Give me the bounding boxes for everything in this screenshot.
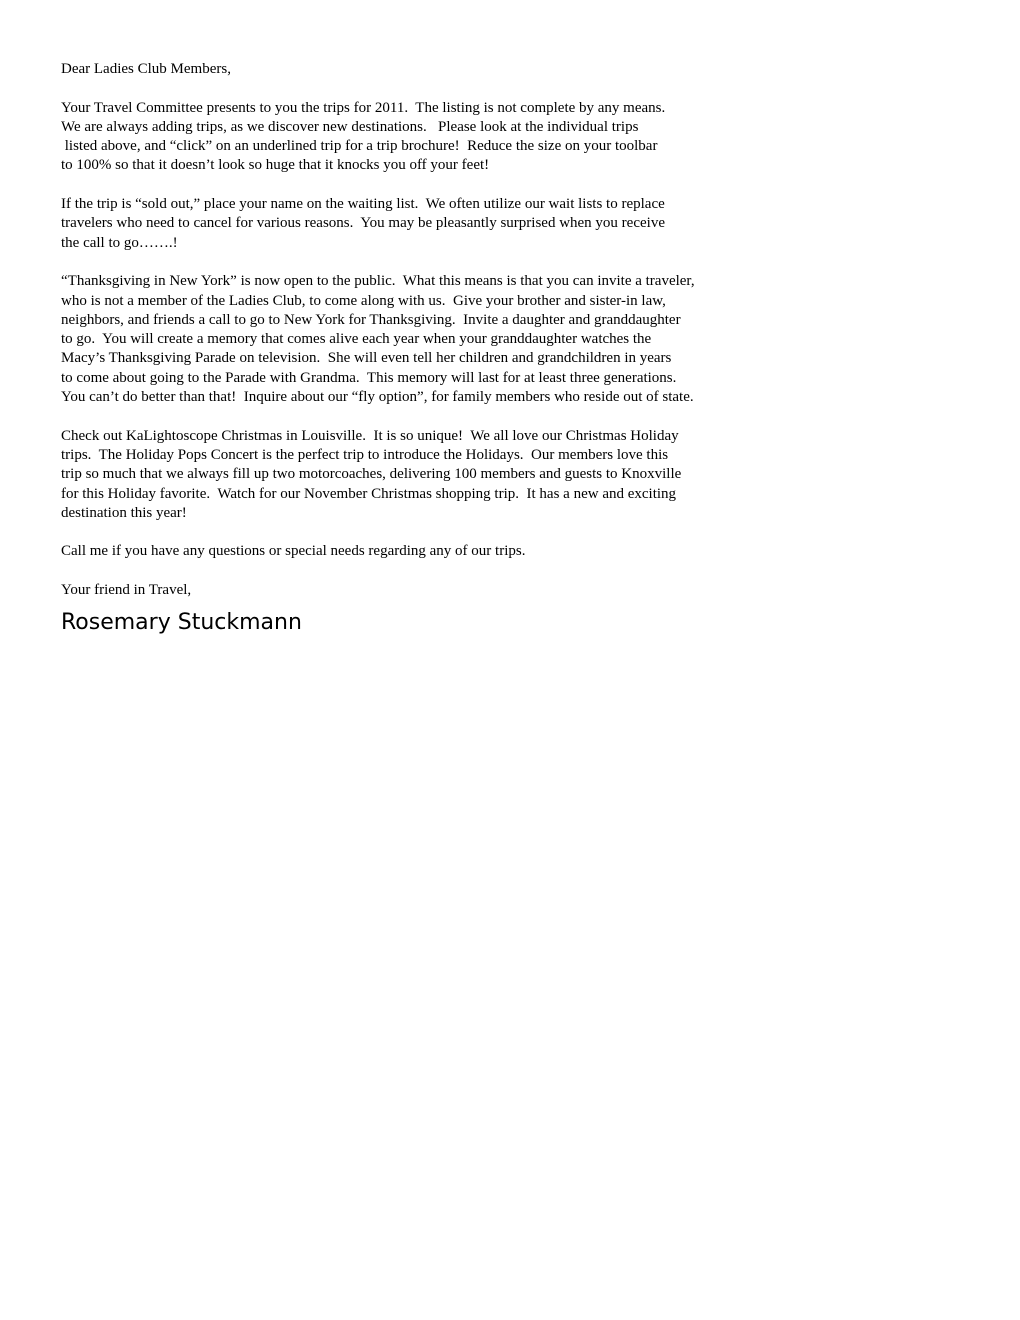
paragraph-christmas <box>61 427 961 523</box>
text-line: to 100% so that it doesn’t look so huge that it knocks you off your feet! <box>61 157 490 174</box>
text-line: travelers who need to cancel for various reasons. You may be pleasantly surprised when you receive <box>61 215 665 232</box>
letter <box>61 60 961 638</box>
paragraph-gap <box>61 176 961 195</box>
paragraph-trips-2011 <box>61 99 961 176</box>
text-line: to come about going to the Parade with Grandma. This memory will last for at least three generations. <box>61 369 677 386</box>
paragraph-call-me <box>61 542 961 561</box>
text-line: “Thanksgiving in New York” is now open to the public. What this means is that you can invite a traveler, <box>61 273 695 290</box>
text-line: Call me if you have any questions or special needs regarding any of our trips. <box>61 543 526 560</box>
text-line: We are always adding trips, as we discover new destinations. Please look at the individual trips <box>61 118 639 135</box>
paragraph-gap <box>61 253 961 272</box>
signature: Rosemary Stuckmann <box>61 610 302 636</box>
text-line: destination this year! <box>61 504 187 521</box>
text-line: Macy’s Thanksgiving Parade on television. She will even tell her children and grandchildren in years <box>61 350 672 367</box>
text-line: Your Travel Committee presents to you the trips for 2011. The listing is not complete by any means. <box>61 99 666 116</box>
text-line: to go. You will create a memory that comes alive each year when your granddaughter watches the <box>61 331 652 348</box>
paragraph-gap <box>61 79 961 98</box>
text-line: trip so much that we always fill up two motorcoaches, delivering 100 members and guests to Knoxville <box>61 466 682 483</box>
text-line: Check out KaLightoscope Christmas in Louisville. It is so unique! We all love our Christmas Holiday <box>61 427 679 444</box>
text-line: trips. The Holiday Pops Concert is the perfect trip to introduce the Holidays. Our members love this <box>61 446 669 463</box>
paragraph-gap <box>61 407 961 426</box>
text-line: for this Holiday favorite. Watch for our November Christmas shopping trip. It has a new and exciting <box>61 485 677 502</box>
text-line: listed above, and “click” on an underlined trip for a trip brochure! Reduce the size on your toolbar <box>61 138 658 155</box>
text-line: You can’t do better than that! Inquire about our “fly option”, for family members who reside out of state. <box>61 389 694 406</box>
salutation: Dear Ladies Club Members, <box>61 61 231 77</box>
paragraph-gap <box>61 523 961 542</box>
text-line: neighbors, and friends a call to go to New York for Thanksgiving. Invite a daughter and granddaughter <box>61 311 681 328</box>
text-line: the call to go…….! <box>61 234 178 251</box>
paragraph-sold-out <box>61 195 961 253</box>
paragraph-gap <box>61 562 961 581</box>
closing: Your friend in Travel, <box>61 582 192 599</box>
paragraph-thanksgiving <box>61 272 961 407</box>
text-line: If the trip is “sold out,” place your name on the waiting list. We often utilize our wait lists to replace <box>61 196 665 213</box>
text-line: who is not a member of the Ladies Club, to come along with us. Give your brother and sister-in law, <box>61 292 666 309</box>
